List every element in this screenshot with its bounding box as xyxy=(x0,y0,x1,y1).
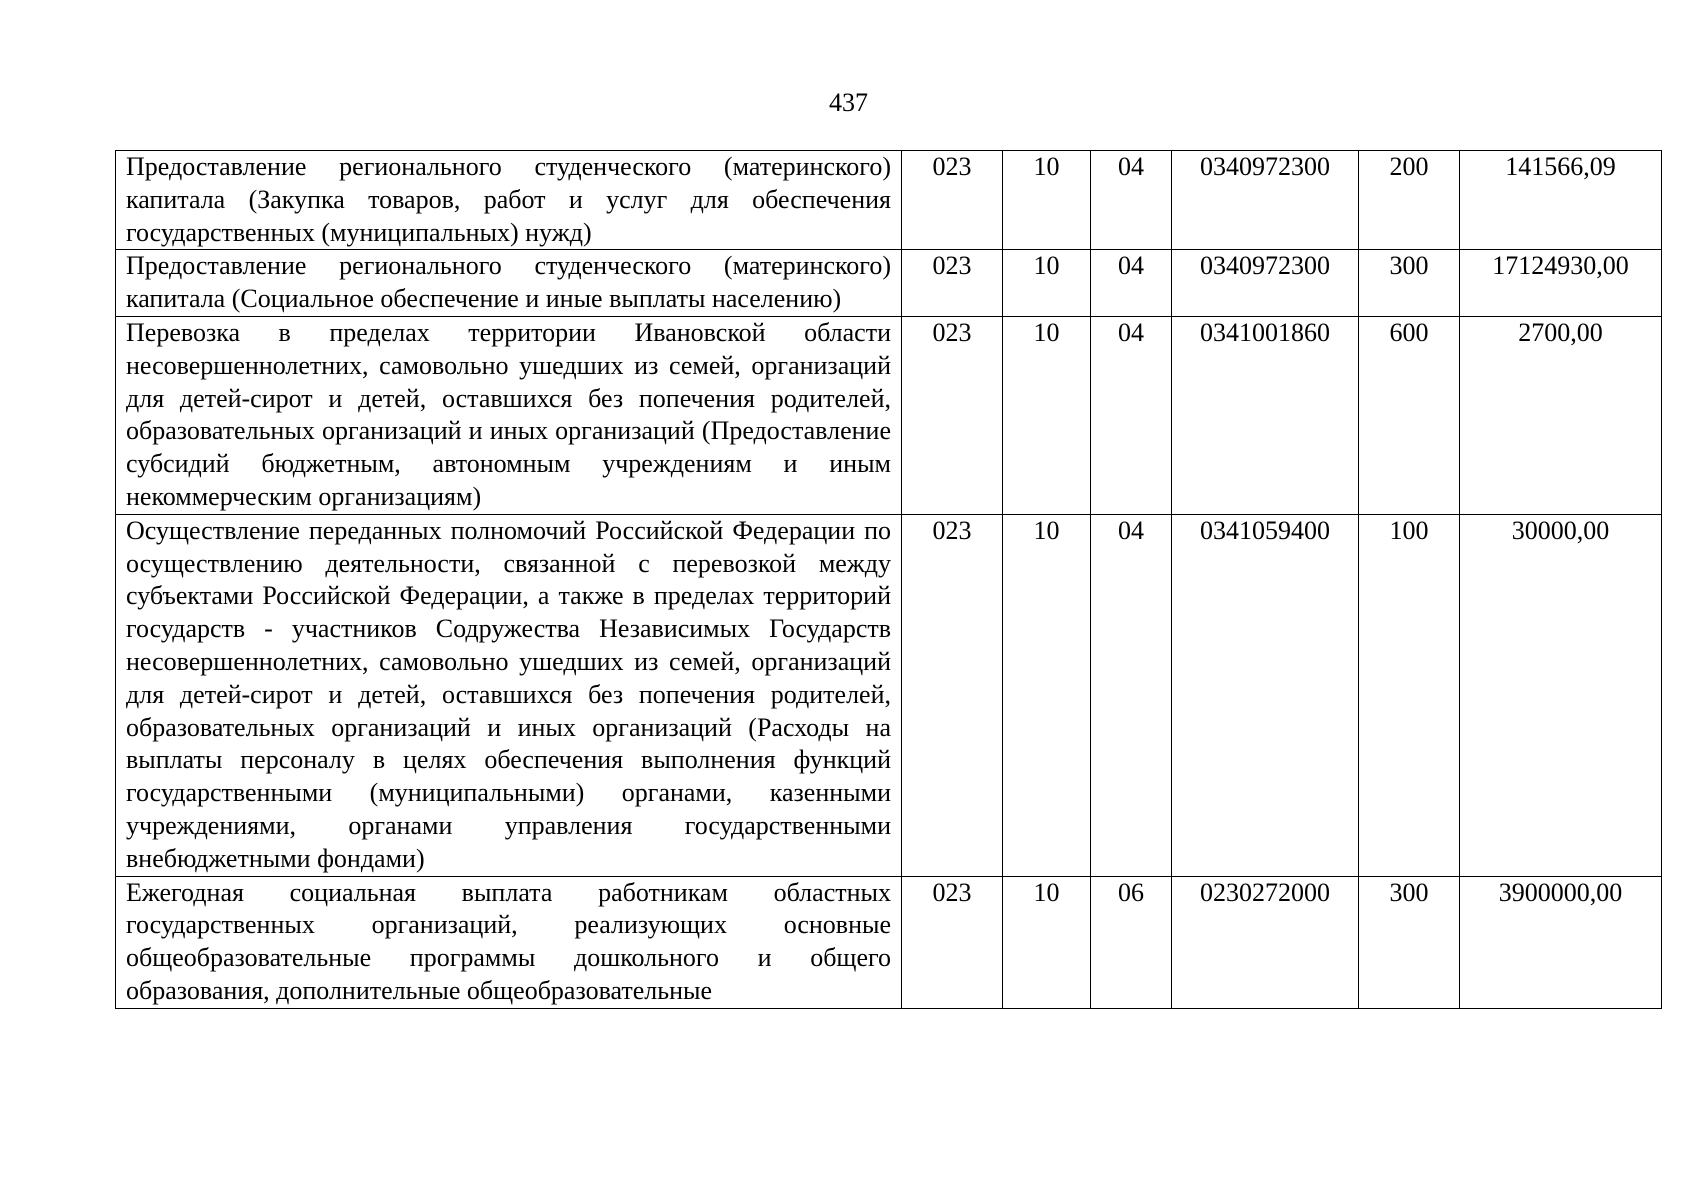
amount-value: 2700,00 xyxy=(1460,316,1662,514)
row-description: Осуществление переданных полномочий Российской Федерации по осуществлению деятельности, связанной с перевозкой между субъектами Российской Федерации, а также в пределах территорий государств - участников Содружества Независимых Государств несовершеннолетних, самовольно ушедших из семей, организаций для детей-сирот и детей, оставшихся без попечения родителей, образовательных организаций и иных организаций (Расходы на выплаты персоналу в целях обеспечения выполнения функций государственными (муниципальными) органами, казенными учреждениями, органами управления государственными внебюджетными фондами) xyxy=(116,514,902,876)
table-row xyxy=(116,514,1662,876)
section-code: 10 xyxy=(1003,316,1091,514)
expense-type-code: 300 xyxy=(1359,876,1460,1008)
target-article-code: 0340972300 xyxy=(1172,151,1359,250)
row-description: Предоставление регионального студенческого (материнского) капитала (Социальное обеспечение и иные выплаты населению) xyxy=(116,250,902,317)
amount-value: 141566,09 xyxy=(1460,151,1662,250)
target-article-code: 0341059400 xyxy=(1172,514,1359,876)
page-number: 437 xyxy=(829,88,868,117)
budget-table xyxy=(115,150,1662,1009)
target-article-code: 0340972300 xyxy=(1172,250,1359,317)
table-row xyxy=(116,876,1662,1008)
expense-type-code: 300 xyxy=(1359,250,1460,317)
amount-value: 30000,00 xyxy=(1460,514,1662,876)
ministry-code: 023 xyxy=(902,514,1003,876)
table-row xyxy=(116,316,1662,514)
target-article-code: 0341001860 xyxy=(1172,316,1359,514)
section-code: 10 xyxy=(1003,514,1091,876)
section-code: 10 xyxy=(1003,876,1091,1008)
table-row xyxy=(116,250,1662,317)
subsection-code: 04 xyxy=(1091,316,1172,514)
amount-value: 3900000,00 xyxy=(1460,876,1662,1008)
subsection-code: 04 xyxy=(1091,151,1172,250)
row-description: Перевозка в пределах территории Ивановской области несовершеннолетних, самовольно ушедших из семей, организаций для детей-сирот и детей, оставшихся без попечения родителей, образовательных организаций и иных организаций (Предоставление субсидий бюджетным, автономным учреждениям и иным некоммерческим организациям) xyxy=(116,316,902,514)
ministry-code: 023 xyxy=(902,250,1003,317)
table-row xyxy=(116,151,1662,250)
subsection-code: 04 xyxy=(1091,250,1172,317)
row-description: Ежегодная социальная выплата работникам областных государственных организаций, реализующих основные общеобразовательные программы дошкольного и общего образования, дополнительные общеобразовательные xyxy=(116,876,902,1008)
subsection-code: 04 xyxy=(1091,514,1172,876)
expense-type-code: 100 xyxy=(1359,514,1460,876)
ministry-code: 023 xyxy=(902,876,1003,1008)
subsection-code: 06 xyxy=(1091,876,1172,1008)
section-code: 10 xyxy=(1003,250,1091,317)
target-article-code: 0230272000 xyxy=(1172,876,1359,1008)
ministry-code: 023 xyxy=(902,151,1003,250)
section-code: 10 xyxy=(1003,151,1091,250)
row-description: Предоставление регионального студенческого (материнского) капитала (Закупка товаров, работ и услуг для обеспечения государственных (муниципальных) нужд) xyxy=(116,151,902,250)
expense-type-code: 600 xyxy=(1359,316,1460,514)
amount-value: 17124930,00 xyxy=(1460,250,1662,317)
ministry-code: 023 xyxy=(902,316,1003,514)
expense-type-code: 200 xyxy=(1359,151,1460,250)
